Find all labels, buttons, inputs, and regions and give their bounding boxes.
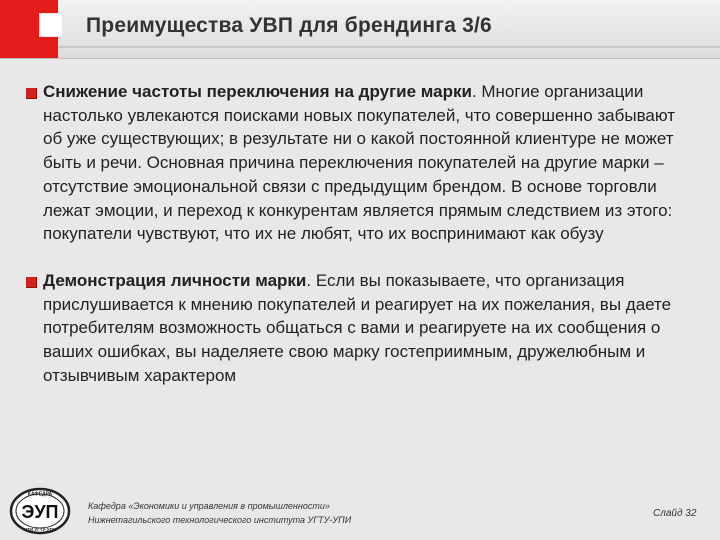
item-text: . Если вы показываете, что организация прислушивается к мнению покупателей и реагирует на их пожелания, вы даете потребителям возможность общаться с вами и реагируете на их сообщения о ваших ошибках, вы наделяете свою марку гостеприимным, дружелюбным и отзывчивым характером xyxy=(43,270,672,385)
header-divider xyxy=(58,46,720,48)
header-bar xyxy=(0,0,720,59)
list-item xyxy=(26,269,696,388)
item-text: . Многие организации настолько увлекаются поисками новых покупателей, что совершенно забывают об уже существующих; в результате ни о какой постоянной клиентуре не может быть и речи. Основная причина переключения покупателей на другие марки – отсутствие эмоциональной связи с предыдущим брендом. В основе торговли лежат эмоции, и переход к конкурентам является прямым следствием из этого: покупатели чувствуют, что их не любят, что их воспринимают как обузу xyxy=(43,82,676,244)
page-title: Преимущества УВП для брендинга 3/6 xyxy=(86,14,492,37)
corner-logo-square xyxy=(40,14,62,36)
item-lead: Снижение частоты переключения на другие марки xyxy=(43,82,472,101)
logo-main-text: ЭУП xyxy=(21,502,59,522)
logo-top-text: КАФЕДРА xyxy=(27,491,53,498)
department-logo xyxy=(8,487,72,535)
footer-line-2: Нижнетагильского технологического института УГТУ-УПИ xyxy=(88,515,352,525)
list-item xyxy=(26,80,696,246)
content-area xyxy=(26,80,696,387)
footer-line-1: Кафедра «Экономики и управления в промышленности» xyxy=(88,501,330,511)
item-lead: Демонстрация личности марки xyxy=(43,270,307,290)
square-bullet-icon xyxy=(26,88,37,99)
square-bullet-icon xyxy=(26,277,37,288)
slide-number: Слайд 32 xyxy=(653,508,697,519)
footer-caption xyxy=(88,499,351,527)
logo-bottom-text: НТИ УГТУ-УПИ xyxy=(23,527,57,532)
